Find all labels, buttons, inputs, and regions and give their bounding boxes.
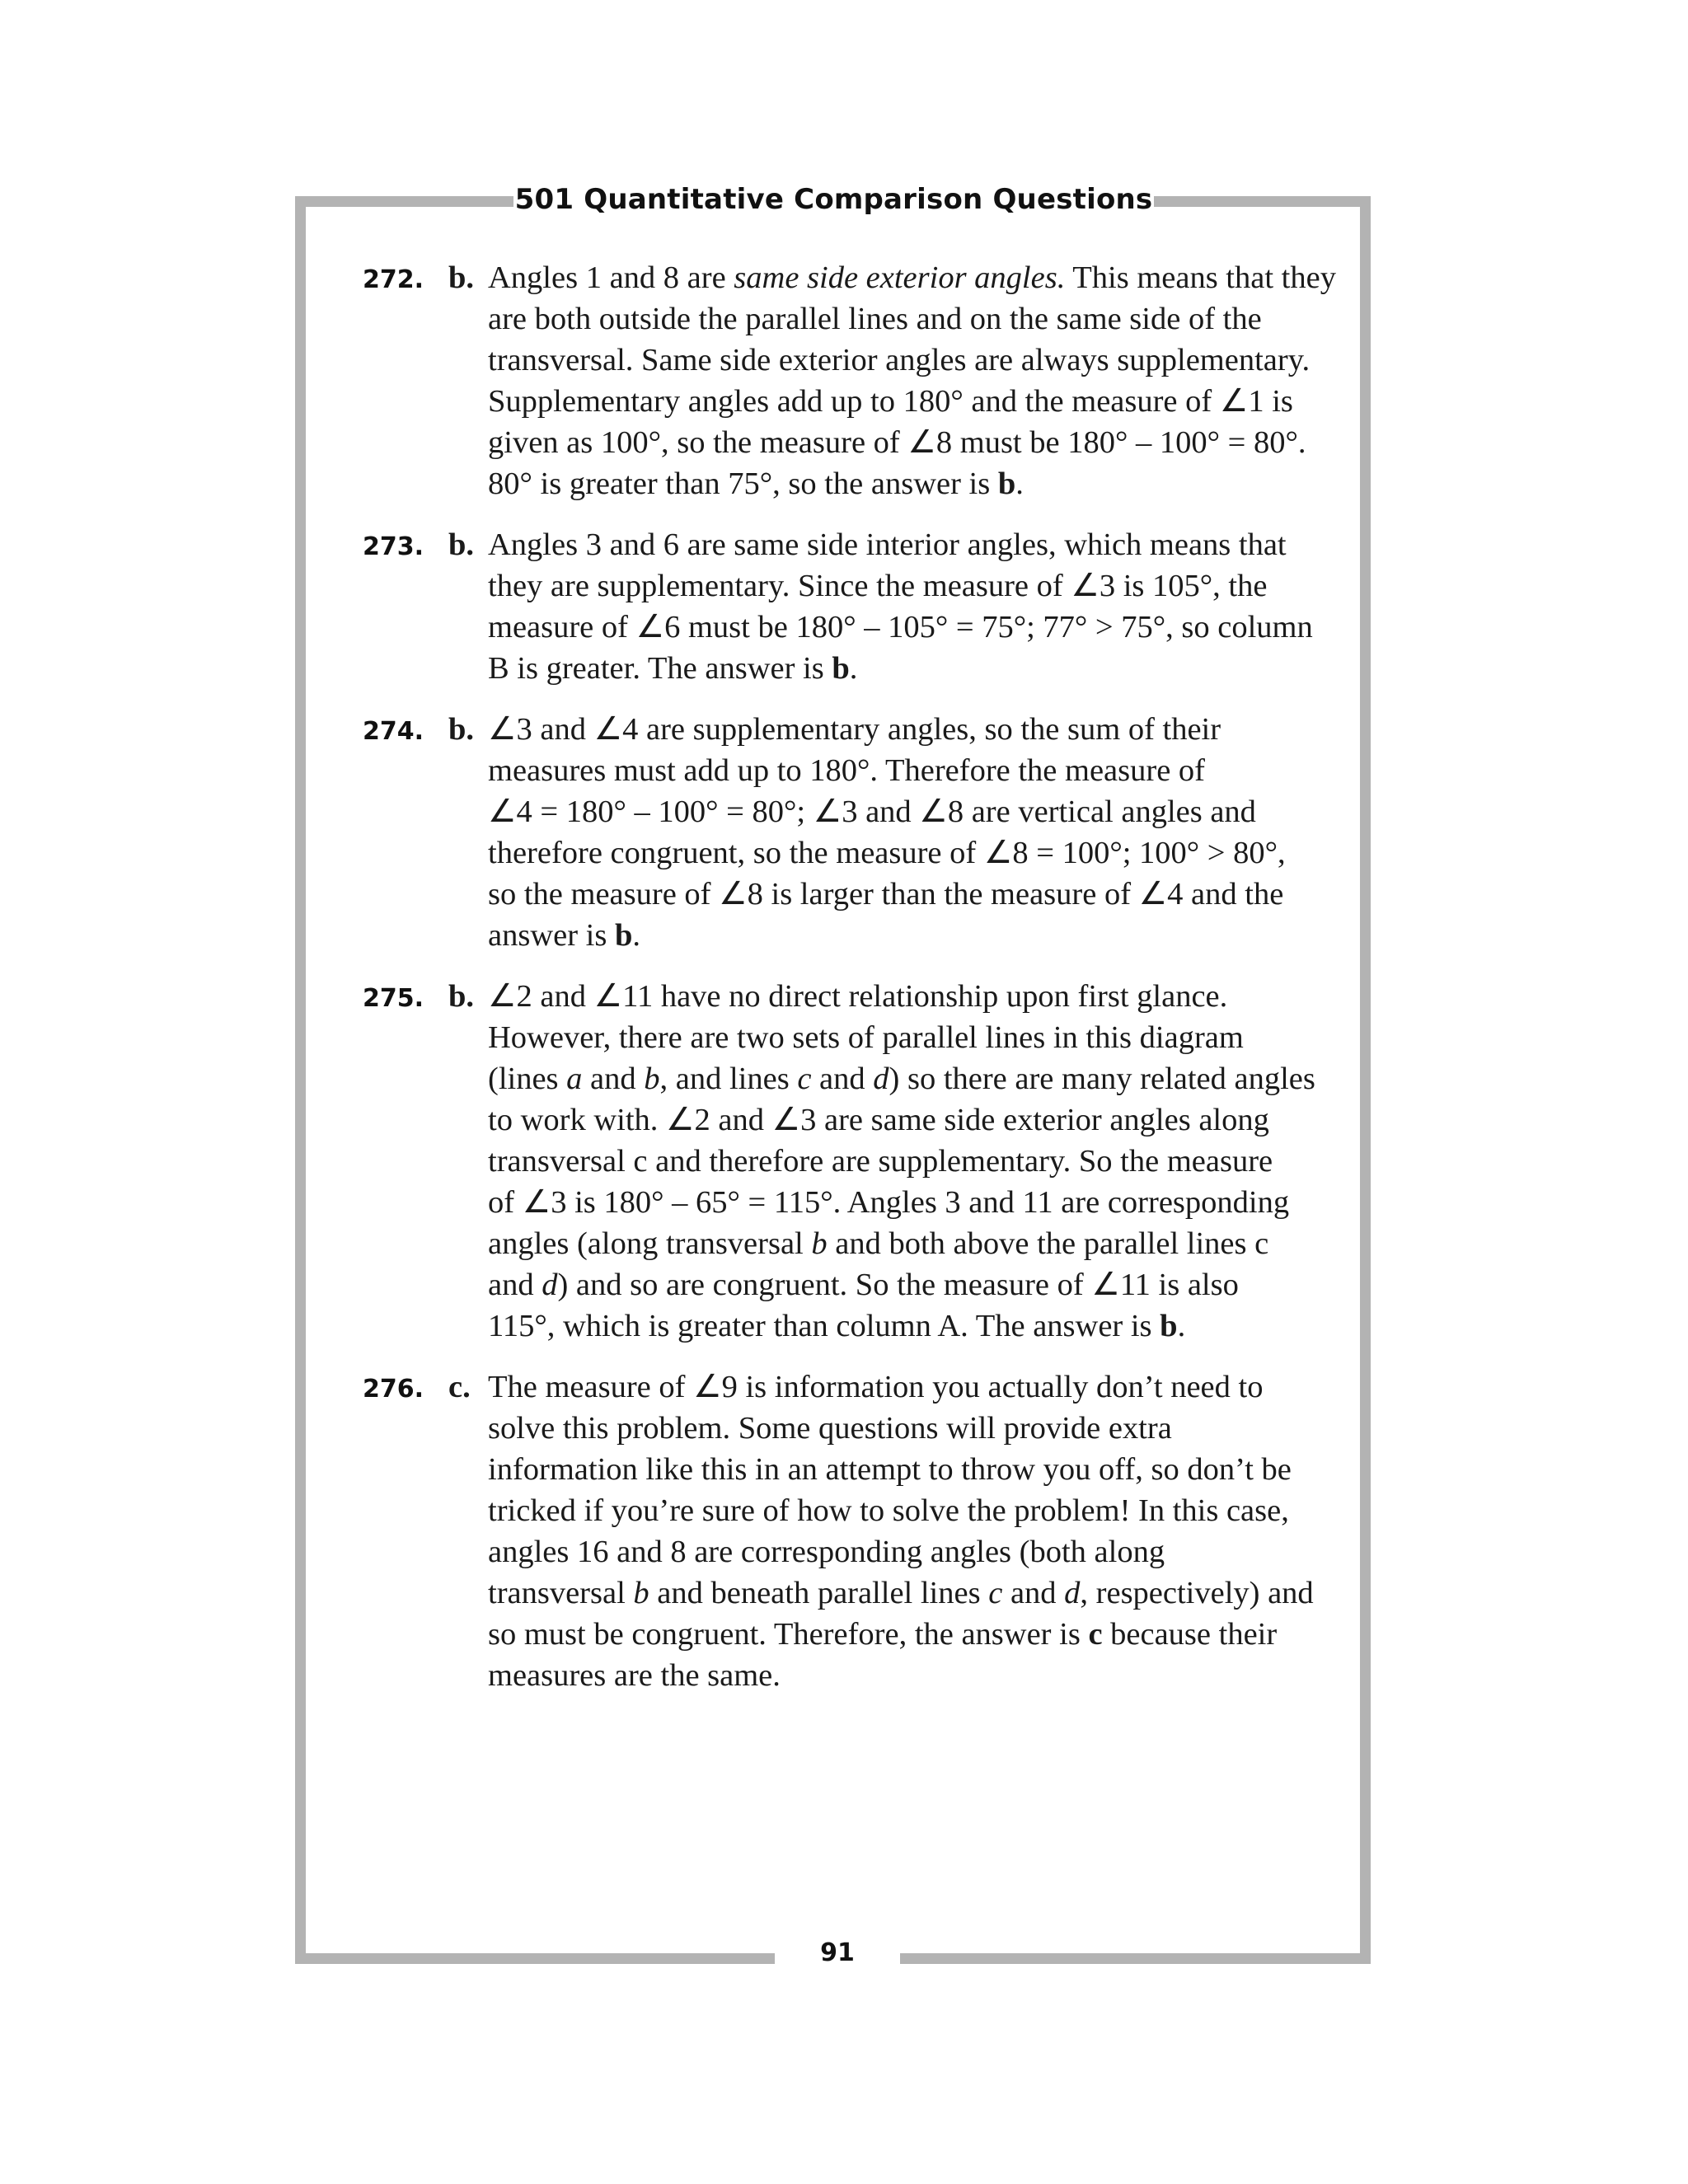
explanation-line: 115°, which is greater than column A. The answer is b.: [488, 1309, 1186, 1343]
answer-choice: b.: [448, 260, 475, 295]
explanation-line: therefore congruent, so the measure of ∠8 = 100°; 100° > 80°,: [488, 836, 1286, 870]
explanation-line: 80° is greater than 75°, so the answer is b.: [488, 466, 1024, 501]
explanation-line: transversal c and therefore are supplementary. So the measure: [488, 1144, 1273, 1179]
explanation-line: tricked if you’re sure of how to solve the problem! In this case,: [488, 1493, 1289, 1528]
explanation-line: and d) and so are congruent. So the measure of ∠11 is also: [488, 1268, 1239, 1302]
explanation-line: ∠2 and ∠11 have no direct relationship upon first glance.: [488, 979, 1228, 1014]
answer-number: 273.: [363, 532, 424, 561]
explanation-line: they are supplementary. Since the measure of ∠3 is 105°, the: [488, 569, 1268, 603]
explanation-line: to work with. ∠2 and ∠3 are same side exterior angles along: [488, 1103, 1269, 1137]
explanation-line: measures are the same.: [488, 1658, 781, 1693]
explanation-line: information like this in an attempt to throw you off, so don’t be: [488, 1452, 1292, 1487]
answer-item: [363, 524, 1311, 689]
explanation-line: angles (along transversal b and both above the parallel lines c: [488, 1226, 1269, 1261]
explanation-line: measure of ∠6 must be 180° – 105° = 75°; 77° > 75°, so column: [488, 610, 1313, 644]
explanation-line: ∠4 = 180° – 100° = 80°; ∠3 and ∠8 are vertical angles and: [488, 794, 1256, 829]
explanation-line: solve this problem. Some questions will provide extra: [488, 1411, 1172, 1446]
answer-item: [363, 257, 1336, 504]
answer-choice: b.: [448, 979, 475, 1014]
explanation-line: The measure of ∠9 is information you actually don’t need to: [488, 1370, 1264, 1404]
explanation-line: given as 100°, so the measure of ∠8 must be 180° – 100° = 80°.: [488, 425, 1306, 460]
answer-item: [363, 1366, 1314, 1696]
answer-number: 276.: [363, 1375, 424, 1404]
answer-number: 272.: [363, 265, 424, 294]
running-head-title: 501 Quantitative Comparison Questions: [514, 183, 1153, 216]
answer-list: [363, 257, 1336, 1716]
frame-top-right-rule: [1154, 196, 1371, 207]
frame-bottom-left-rule: [295, 1953, 775, 1964]
answer-item: [363, 976, 1315, 1347]
frame-left-rule: [295, 196, 306, 1964]
frame-top-left-rule: [295, 196, 513, 207]
answer-choice: b.: [448, 527, 475, 562]
answer-choice: b.: [448, 712, 475, 747]
explanation-line: angles 16 and 8 are corresponding angles (both along: [488, 1535, 1165, 1569]
explanation-line: However, there are two sets of parallel lines in this diagram: [488, 1020, 1244, 1055]
explanation-line: (lines a and b, and lines c and d) so there are many related angles: [488, 1062, 1315, 1096]
page-number: 91: [820, 1938, 855, 1967]
explanation-line: transversal b and beneath parallel lines c and d, respectively) and: [488, 1576, 1314, 1610]
answer-number: 275.: [363, 984, 424, 1013]
explanation-line: Angles 1 and 8 are same side exterior angles. This means that they: [488, 260, 1336, 295]
explanation-line: answer is b.: [488, 918, 641, 953]
explanation-line: of ∠3 is 180° – 65° = 115°. Angles 3 and 11 are corresponding: [488, 1185, 1290, 1220]
answer-choice: c.: [448, 1370, 471, 1404]
frame-right-rule: [1360, 196, 1371, 1964]
explanation-line: Angles 3 and 6 are same side interior angles, which means that: [488, 527, 1287, 562]
explanation-line: so the measure of ∠8 is larger than the measure of ∠4 and the: [488, 877, 1284, 912]
frame-bottom-right-rule: [900, 1953, 1371, 1964]
explanation-line: B is greater. The answer is b.: [488, 651, 858, 686]
explanation-line: transversal. Same side exterior angles are always supplementary.: [488, 343, 1311, 377]
explanation-line: are both outside the parallel lines and on the same side of the: [488, 302, 1262, 336]
explanation-line: measures must add up to 180°. Therefore the measure of: [488, 753, 1205, 788]
answer-item: [363, 709, 1311, 956]
explanation-line: ∠3 and ∠4 are supplementary angles, so the sum of their: [488, 712, 1221, 747]
explanation-line: Supplementary angles add up to 180° and the measure of ∠1 is: [488, 384, 1293, 419]
explanation-line: so must be congruent. Therefore, the answer is c because their: [488, 1617, 1278, 1652]
answer-number: 274.: [363, 717, 424, 746]
